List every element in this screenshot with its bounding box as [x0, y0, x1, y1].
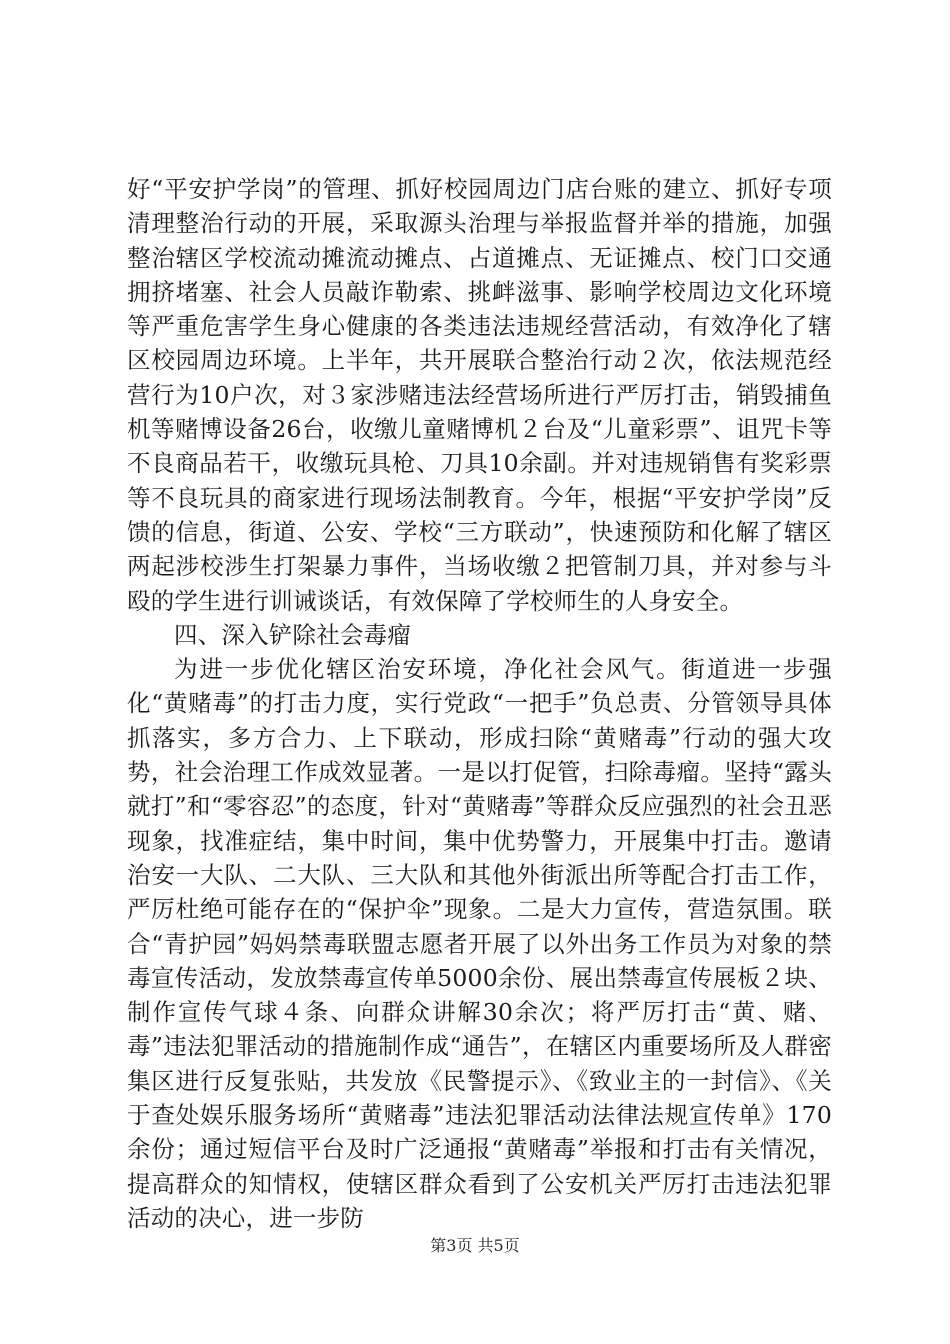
- section-heading: 四、深入铲除社会毒瘤: [174, 620, 411, 649]
- document-body: [127, 172, 832, 1235]
- paragraph: 为进一步优化辖区治安环境，净化社会风气。街道进一步强化“黄赌毒”的打击力度，实行党政“一把手”负总责、分管领导具体抓落实，多方合力、上下联动，形成扫除“黄赌毒”行动的强大攻势，社会治理工作成效显著。一是以打促管，扫除毒瘤。坚持“露头就打”和“零容忍”的态度，针对“黄赌毒”等群众反应强烈的社会丑恶现象，找准症结，集中时间，集中优势警力，开展集中打击。邀请治安一大队、二大队、三大队和其他外街派出所等配合打击工作，严厉杜绝可能存在的“保护伞”现象。二是大力宣传，营造氛围。联合“青护园”妈妈禁毒联盟志愿者开展了以外出务工作员为对象的禁毒宣传活动，发放禁毒宣传单5000余份、展出禁毒宣传展板２块、制作宣传气球４条、向群众讲解30余次；将严厉打击“黄、赌、毒”违法犯罪活动的措施制作成“通告”，在辖区内重要场所及人群密集区进行反复张贴，共发放《民警提示》、《致业主的一封信》、《关于查处娱乐服务场所“黄赌毒”违法犯罪活动法律法规宣传单》170余份；通过短信平台及时广泛通报“黄赌毒”举报和打击有关情况，提高群众的知情权，使辖区群众看到了公安机关严厉打击违法犯罪活动的决心，进一步防: [127, 655, 832, 1232]
- page-footer: 第3页 共5页: [430, 1236, 520, 1255]
- paragraph-continued: 好“平安护学岗”的管理、抓好校园周边门店台账的建立、抓好专项清理整治行动的开展，采取源头治理与举报监督并举的措施，加强整治辖区学校流动摊流动摊点、占道摊点、无证摊点、校门口交通拥挤堵塞、社会人员敲诈勒索、挑衅滋事、影响学校周边文化环境等严重危害学生身心健康的各类违法违规经营活动，有效净化了辖区校园周边环境。上半年，共开展联合整治行动２次，依法规范经营行为10户次，对３家涉赌违法经营场所进行严厉打击，销毁捕鱼机等赌博设备26台，收缴儿童赌博机２台及“儿童彩票”、诅咒卡等不良商品若干，收缴玩具枪、刀具10余副。并对违规销售有奖彩票等不良玩具的商家进行现场法制教育。今年，根据“平安护学岗”反馈的信息，街道、公安、学校“三方联动”，快速预防和化解了辖区两起涉校涉生打架暴力事件，当场收缴２把管制刀具，并对参与斗殴的学生进行训诫谈话，有效保障了学校师生的人身安全。: [127, 175, 832, 615]
